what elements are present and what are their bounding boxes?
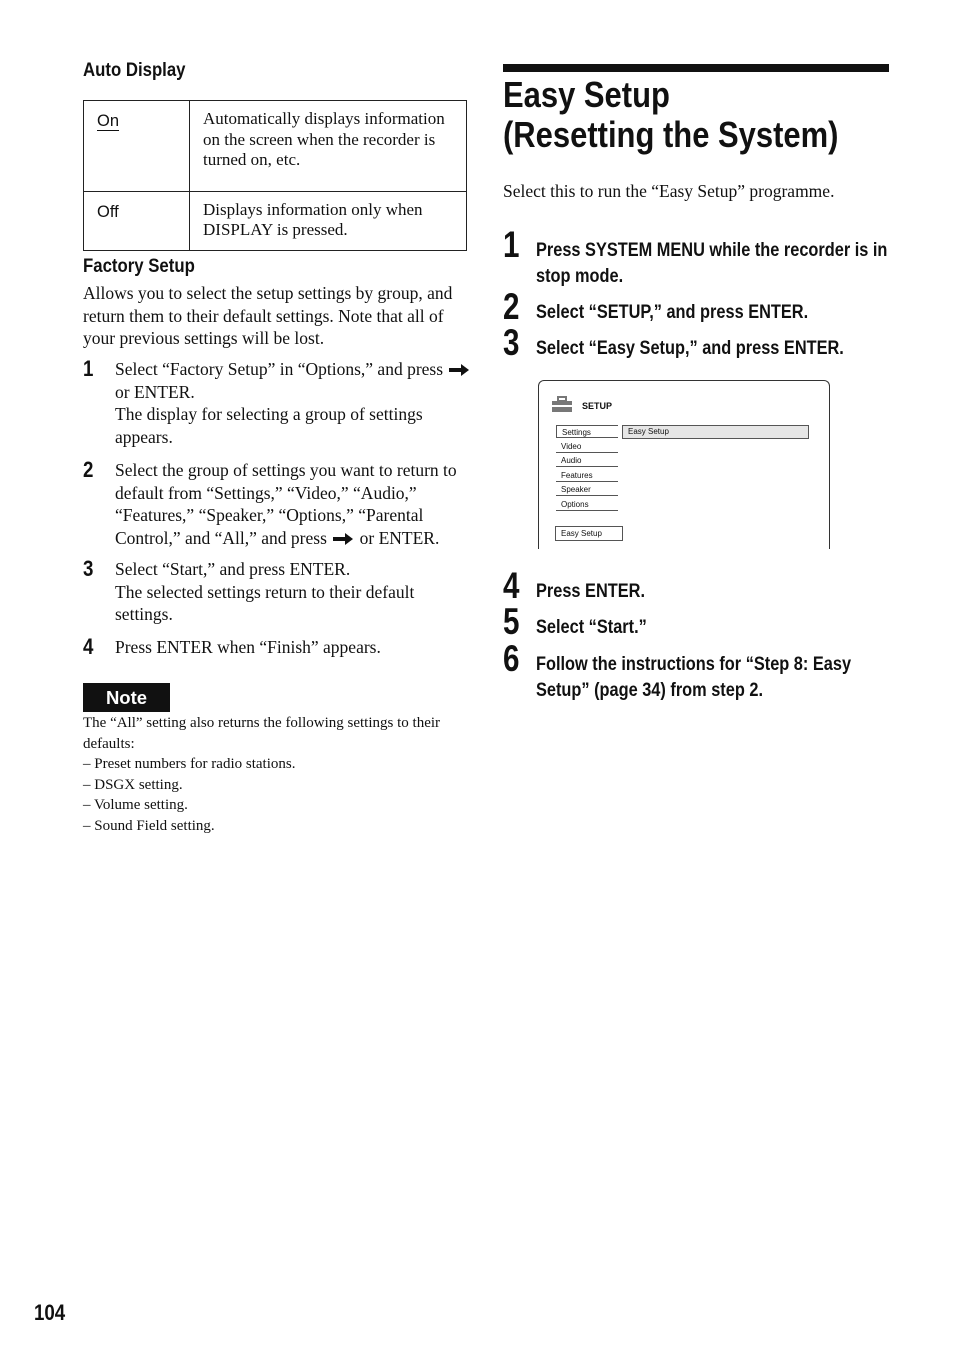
option-key-on: On	[97, 112, 120, 130]
menu-item-speaker: Speaker	[556, 483, 618, 496]
selected-option-bar: Easy Setup	[622, 425, 809, 439]
setup-screen-illustration	[538, 380, 830, 549]
option-key-off: Off	[84, 191, 190, 250]
menu-item-audio: Audio	[556, 454, 618, 467]
page-title: Easy Setup (Resetting the System)	[503, 74, 839, 155]
table-row	[84, 101, 467, 192]
easy-setup-intro: Select this to run the “Easy Setup” programme.	[503, 181, 835, 201]
factory-setup-intro: Allows you to select the setup settings by group, and return them to their default settings. Note that all of your previous settings will be lost.	[83, 283, 453, 349]
right-arrow-icon	[333, 533, 353, 545]
screen-header: SETUP	[582, 401, 613, 411]
screen-footer: Easy Setup	[555, 526, 623, 541]
title-rule	[503, 64, 889, 72]
option-desc-off: Displays information only when DISPLAY is pressed.	[190, 191, 467, 250]
option-desc-on: Automatically displays information on the screen when the recorder is turned on, etc.	[190, 101, 467, 192]
note-text: The “All” setting also returns the following settings to their defaults: – Preset numbers for radio stations. – DSGX setting. – Volume setting. – Sound Field setting.	[83, 715, 441, 834]
note-badge: Note	[83, 683, 170, 712]
table-row	[84, 191, 467, 250]
auto-display-heading: Auto Display	[83, 59, 186, 81]
right-arrow-icon	[449, 364, 469, 376]
toolbox-icon	[551, 395, 573, 413]
menu-item-options: Options	[556, 498, 618, 511]
factory-setup-heading: Factory Setup	[83, 255, 195, 277]
menu-item-video: Video	[556, 440, 618, 453]
page-number: 104	[34, 1300, 66, 1325]
menu-item-features: Features	[556, 469, 618, 482]
menu-item-settings: Settings	[556, 425, 618, 438]
auto-display-table	[83, 100, 467, 251]
